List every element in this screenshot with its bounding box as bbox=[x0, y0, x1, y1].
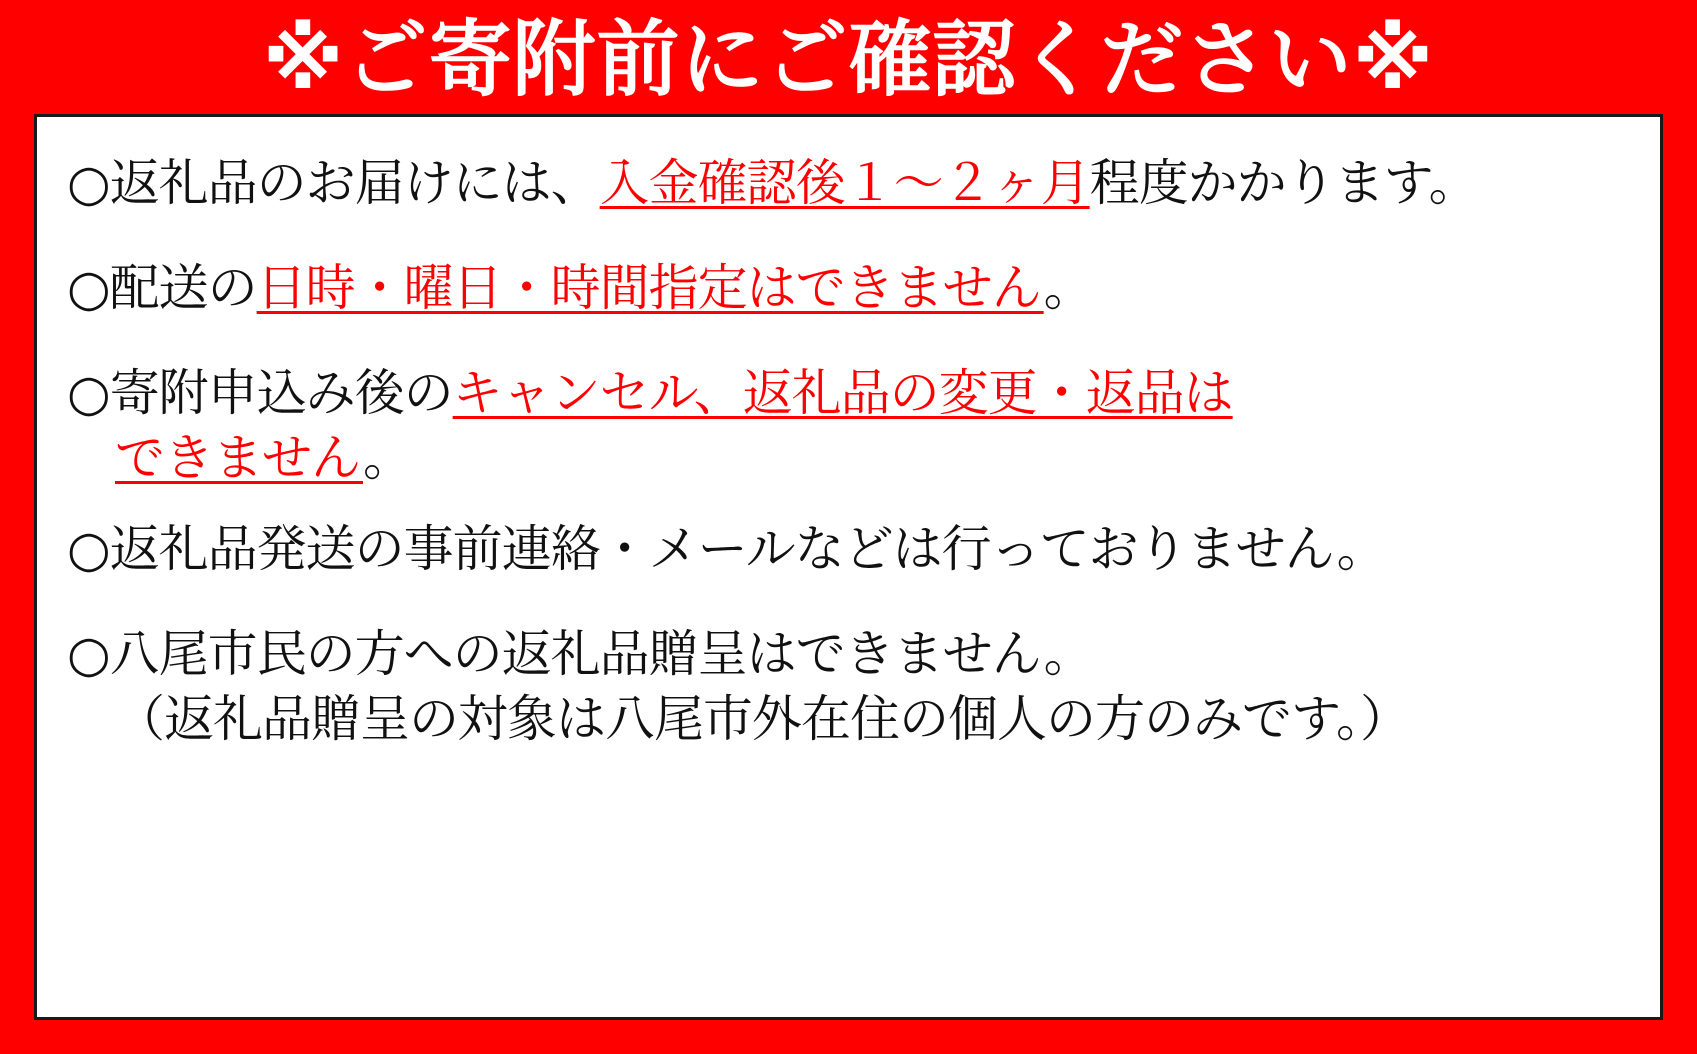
notice-text: 。 bbox=[1043, 259, 1093, 317]
notice-text: 返礼品のお届けには、 bbox=[109, 154, 600, 212]
notice-list bbox=[67, 151, 1630, 752]
notice-emphasis: 日時・曜日・時間指定はできません bbox=[256, 259, 1044, 317]
notice-text: 寄附申込み後の bbox=[109, 364, 453, 422]
list-item bbox=[67, 151, 1630, 216]
notice-emphasis: できません bbox=[115, 429, 363, 487]
list-item bbox=[67, 622, 1630, 752]
notice-emphasis: 入金確認後１～２ヶ月 bbox=[599, 154, 1090, 212]
notice-bullet: ○ bbox=[67, 520, 110, 578]
notice-text: 返礼品発送の事前連絡・メールなどは行っておりません。 bbox=[109, 520, 1386, 578]
notice-text: 八尾市民の方への返礼品贈呈はできません。 bbox=[109, 625, 1093, 683]
list-item bbox=[67, 517, 1630, 582]
banner-title: ※ご寄附前にご確認ください※ bbox=[262, 10, 1435, 108]
notice-second-line: （返礼品贈呈の対象は八尾市外在住の個人の方のみです。） bbox=[115, 690, 1409, 748]
notice-bullet: ○ bbox=[67, 154, 110, 212]
notice-emphasis: キャンセル、返礼品の変更・返品は bbox=[452, 364, 1233, 422]
notice-bullet: ○ bbox=[67, 625, 110, 683]
list-item bbox=[67, 361, 1630, 491]
notice-bullet: ○ bbox=[67, 259, 110, 317]
list-item bbox=[67, 256, 1630, 321]
notice-text: 程度かかります。 bbox=[1089, 154, 1478, 212]
notice-panel bbox=[34, 114, 1663, 1020]
notice-text: 。 bbox=[363, 429, 412, 487]
notice-bullet: ○ bbox=[67, 364, 110, 422]
notice-text: 配送の bbox=[109, 259, 257, 317]
notice-second-line bbox=[67, 426, 1630, 491]
